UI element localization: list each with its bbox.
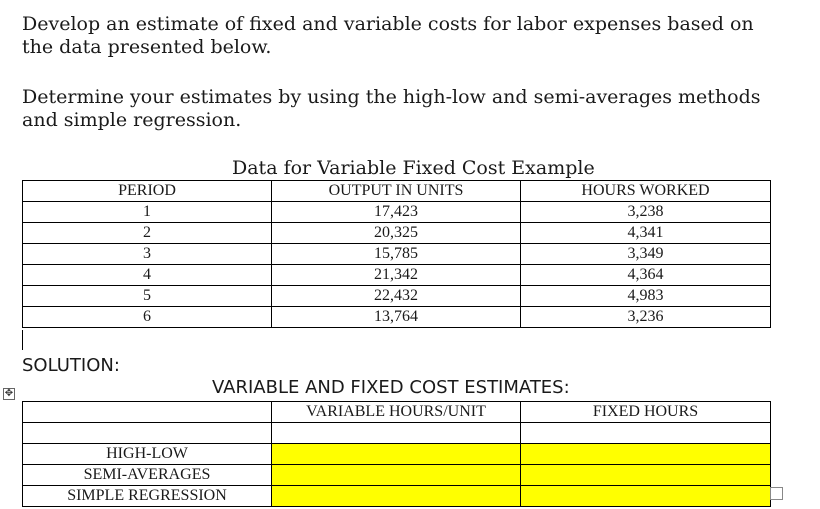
header-period[interactable]: PERIOD	[23, 181, 272, 202]
header-output-units[interactable]: OUTPUT IN UNITS	[272, 181, 521, 202]
solution-label: SOLUTION:	[22, 355, 120, 376]
method-label-high-low[interactable]: HIGH-LOW	[23, 444, 272, 465]
table-cell[interactable]: 21,342	[272, 265, 521, 286]
instruction-paragraph-2: Determine your estimates by using the high-low and semi-averages methods and simple regression.	[22, 86, 761, 131]
table-header-row	[23, 402, 771, 423]
table-cell[interactable]: 1	[23, 202, 272, 223]
table-cell[interactable]: 4,983	[521, 286, 771, 307]
table-cell[interactable]: 2	[23, 223, 272, 244]
input-fixed-simple-regression[interactable]	[521, 486, 771, 507]
spacer-cell	[521, 423, 771, 444]
table-cell[interactable]: 4,364	[521, 265, 771, 286]
move-handle-icon[interactable]: ✥	[4, 388, 14, 399]
table-header-row	[23, 181, 771, 202]
table-row	[23, 265, 771, 286]
table-cell[interactable]: 3,236	[521, 307, 771, 328]
table-row	[23, 465, 771, 486]
table-cell[interactable]: 6	[23, 307, 272, 328]
spacer-row	[23, 423, 771, 444]
table-cell[interactable]: 13,764	[272, 307, 521, 328]
method-label-simple-regression[interactable]: SIMPLE REGRESSION	[23, 486, 272, 507]
table-cell[interactable]: 4,341	[521, 223, 771, 244]
resize-handle-icon[interactable]	[770, 487, 783, 500]
table-cell[interactable]: 5	[23, 286, 272, 307]
data-table-caption: Data for Variable Fixed Cost Example	[232, 157, 595, 179]
table-row	[23, 223, 771, 244]
input-variable-high-low[interactable]	[272, 444, 521, 465]
text-cursor	[22, 330, 23, 350]
estimates-table[interactable]	[22, 401, 771, 507]
input-variable-semi-averages[interactable]	[272, 465, 521, 486]
estimates-caption: VARIABLE AND FIXED COST ESTIMATES:	[212, 377, 570, 398]
table-row	[23, 202, 771, 223]
table-row	[23, 486, 771, 507]
table-row	[23, 307, 771, 328]
input-fixed-semi-averages[interactable]	[521, 465, 771, 486]
table-cell[interactable]: 3,349	[521, 244, 771, 265]
spacer-cell	[23, 423, 272, 444]
header-hours-worked[interactable]: HOURS WORKED	[521, 181, 771, 202]
method-label-semi-averages[interactable]: SEMI-AVERAGES	[23, 465, 272, 486]
table-cell[interactable]: 22,432	[272, 286, 521, 307]
table-row	[23, 286, 771, 307]
table-row	[23, 444, 771, 465]
table-cell[interactable]: 4	[23, 265, 272, 286]
table-cell[interactable]: 15,785	[272, 244, 521, 265]
table-row	[23, 244, 771, 265]
data-table[interactable]	[22, 180, 771, 328]
table-cell[interactable]: 3	[23, 244, 272, 265]
header-empty[interactable]	[23, 402, 272, 423]
header-fixed-hours[interactable]: FIXED HOURS	[521, 402, 771, 423]
header-variable-hours[interactable]: VARIABLE HOURS/UNIT	[272, 402, 521, 423]
table-cell[interactable]: 3,238	[521, 202, 771, 223]
table-cell[interactable]: 20,325	[272, 223, 521, 244]
instruction-paragraph-1: Develop an estimate of fixed and variable costs for labor expenses based on the data presented below.	[22, 13, 754, 58]
input-variable-simple-regression[interactable]	[272, 486, 521, 507]
input-fixed-high-low[interactable]	[521, 444, 771, 465]
table-cell[interactable]: 17,423	[272, 202, 521, 223]
spacer-cell	[272, 423, 521, 444]
